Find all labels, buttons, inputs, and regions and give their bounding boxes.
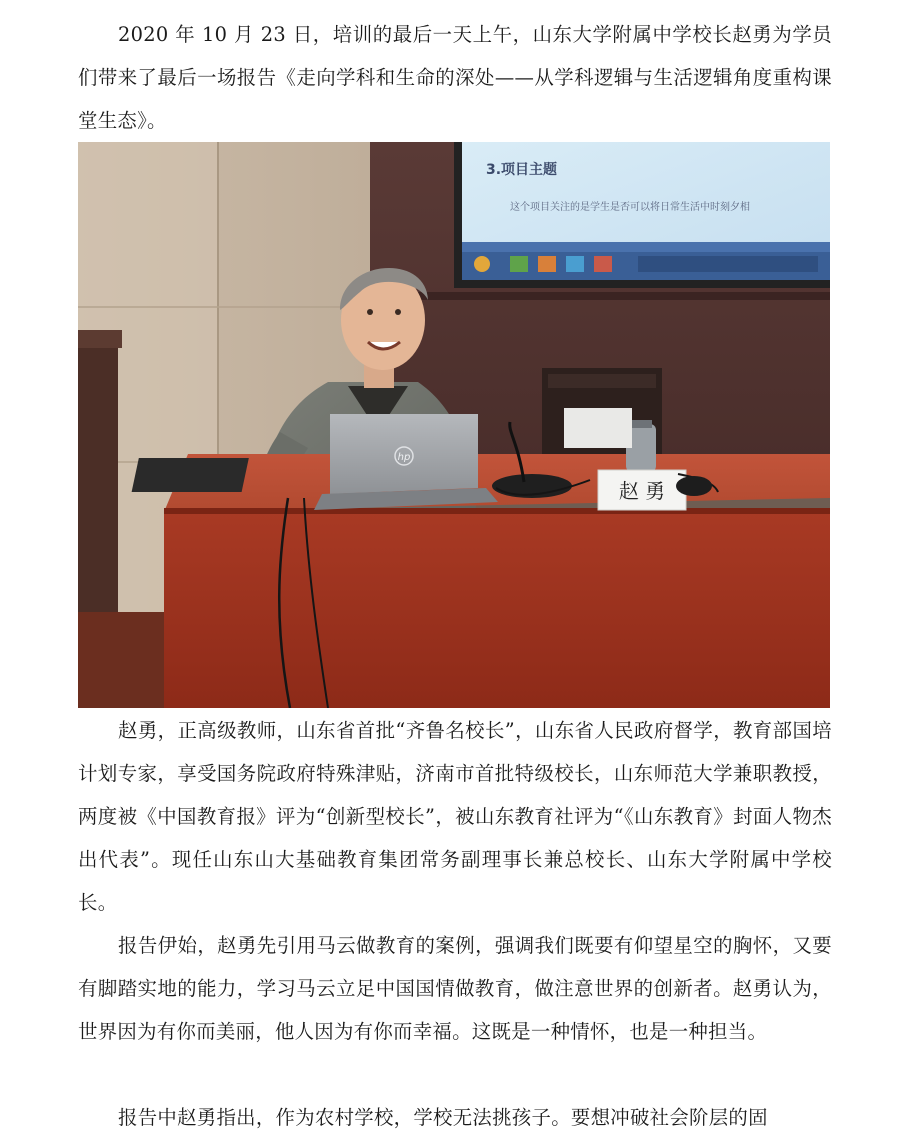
paragraph-opening: 报告伊始，赵勇先引用马云做教育的案例，强调我们既要有仰望星空的胸怀，又要有脚踏实地的能力，学习马云立足中国国情做教育，做注意世界的创新者。赵勇认为，世界因为有你而美丽，他人因为有你而幸福。这既是一种情怀，也是一种担当。 [78,934,832,1043]
screen-subtitle: 这个项目关注的是学生是否可以将日常生活中时刻夕相 [510,202,750,213]
mouse-pad [132,458,249,492]
screen-title: 3.项目主题 [486,162,558,178]
lecture-photo [78,142,830,708]
paper-sheet [564,408,632,448]
podium [78,330,118,620]
nameplate-text: 赵 勇 [618,479,666,503]
paragraph-intro: 2020 年 10 月 23 日，培训的最后一天上午，山东大学附属中学校长赵勇为学员们带来了最后一场报告《走向学科和生命的深处——从学科逻辑与生活逻辑角度重构课堂生态》。 [78,23,832,132]
paragraph-bio: 赵勇，正高级教师，山东省首批“齐鲁名校长”，山东省人民政府督学，教育部国培计划专家，享受国务院政府特殊津贴，济南市首批特级校长，山东师范大学兼职教授，两度被《中国教育报》评为“创新型校长”，被山东教育社评为“《山东教育》封面人物杰出代表”。现任山东山大基础教育集团常务副理事长兼总校长、山东大学附属中学校长。 [78,719,832,914]
desk-front [164,508,830,708]
lecture-photo-svg [78,142,830,708]
paragraph-point: 报告中赵勇指出，作为农村学校，学校无法挑孩子。要想冲破社会阶层的固 [118,1106,768,1129]
laptop-logo: hp [397,452,411,463]
